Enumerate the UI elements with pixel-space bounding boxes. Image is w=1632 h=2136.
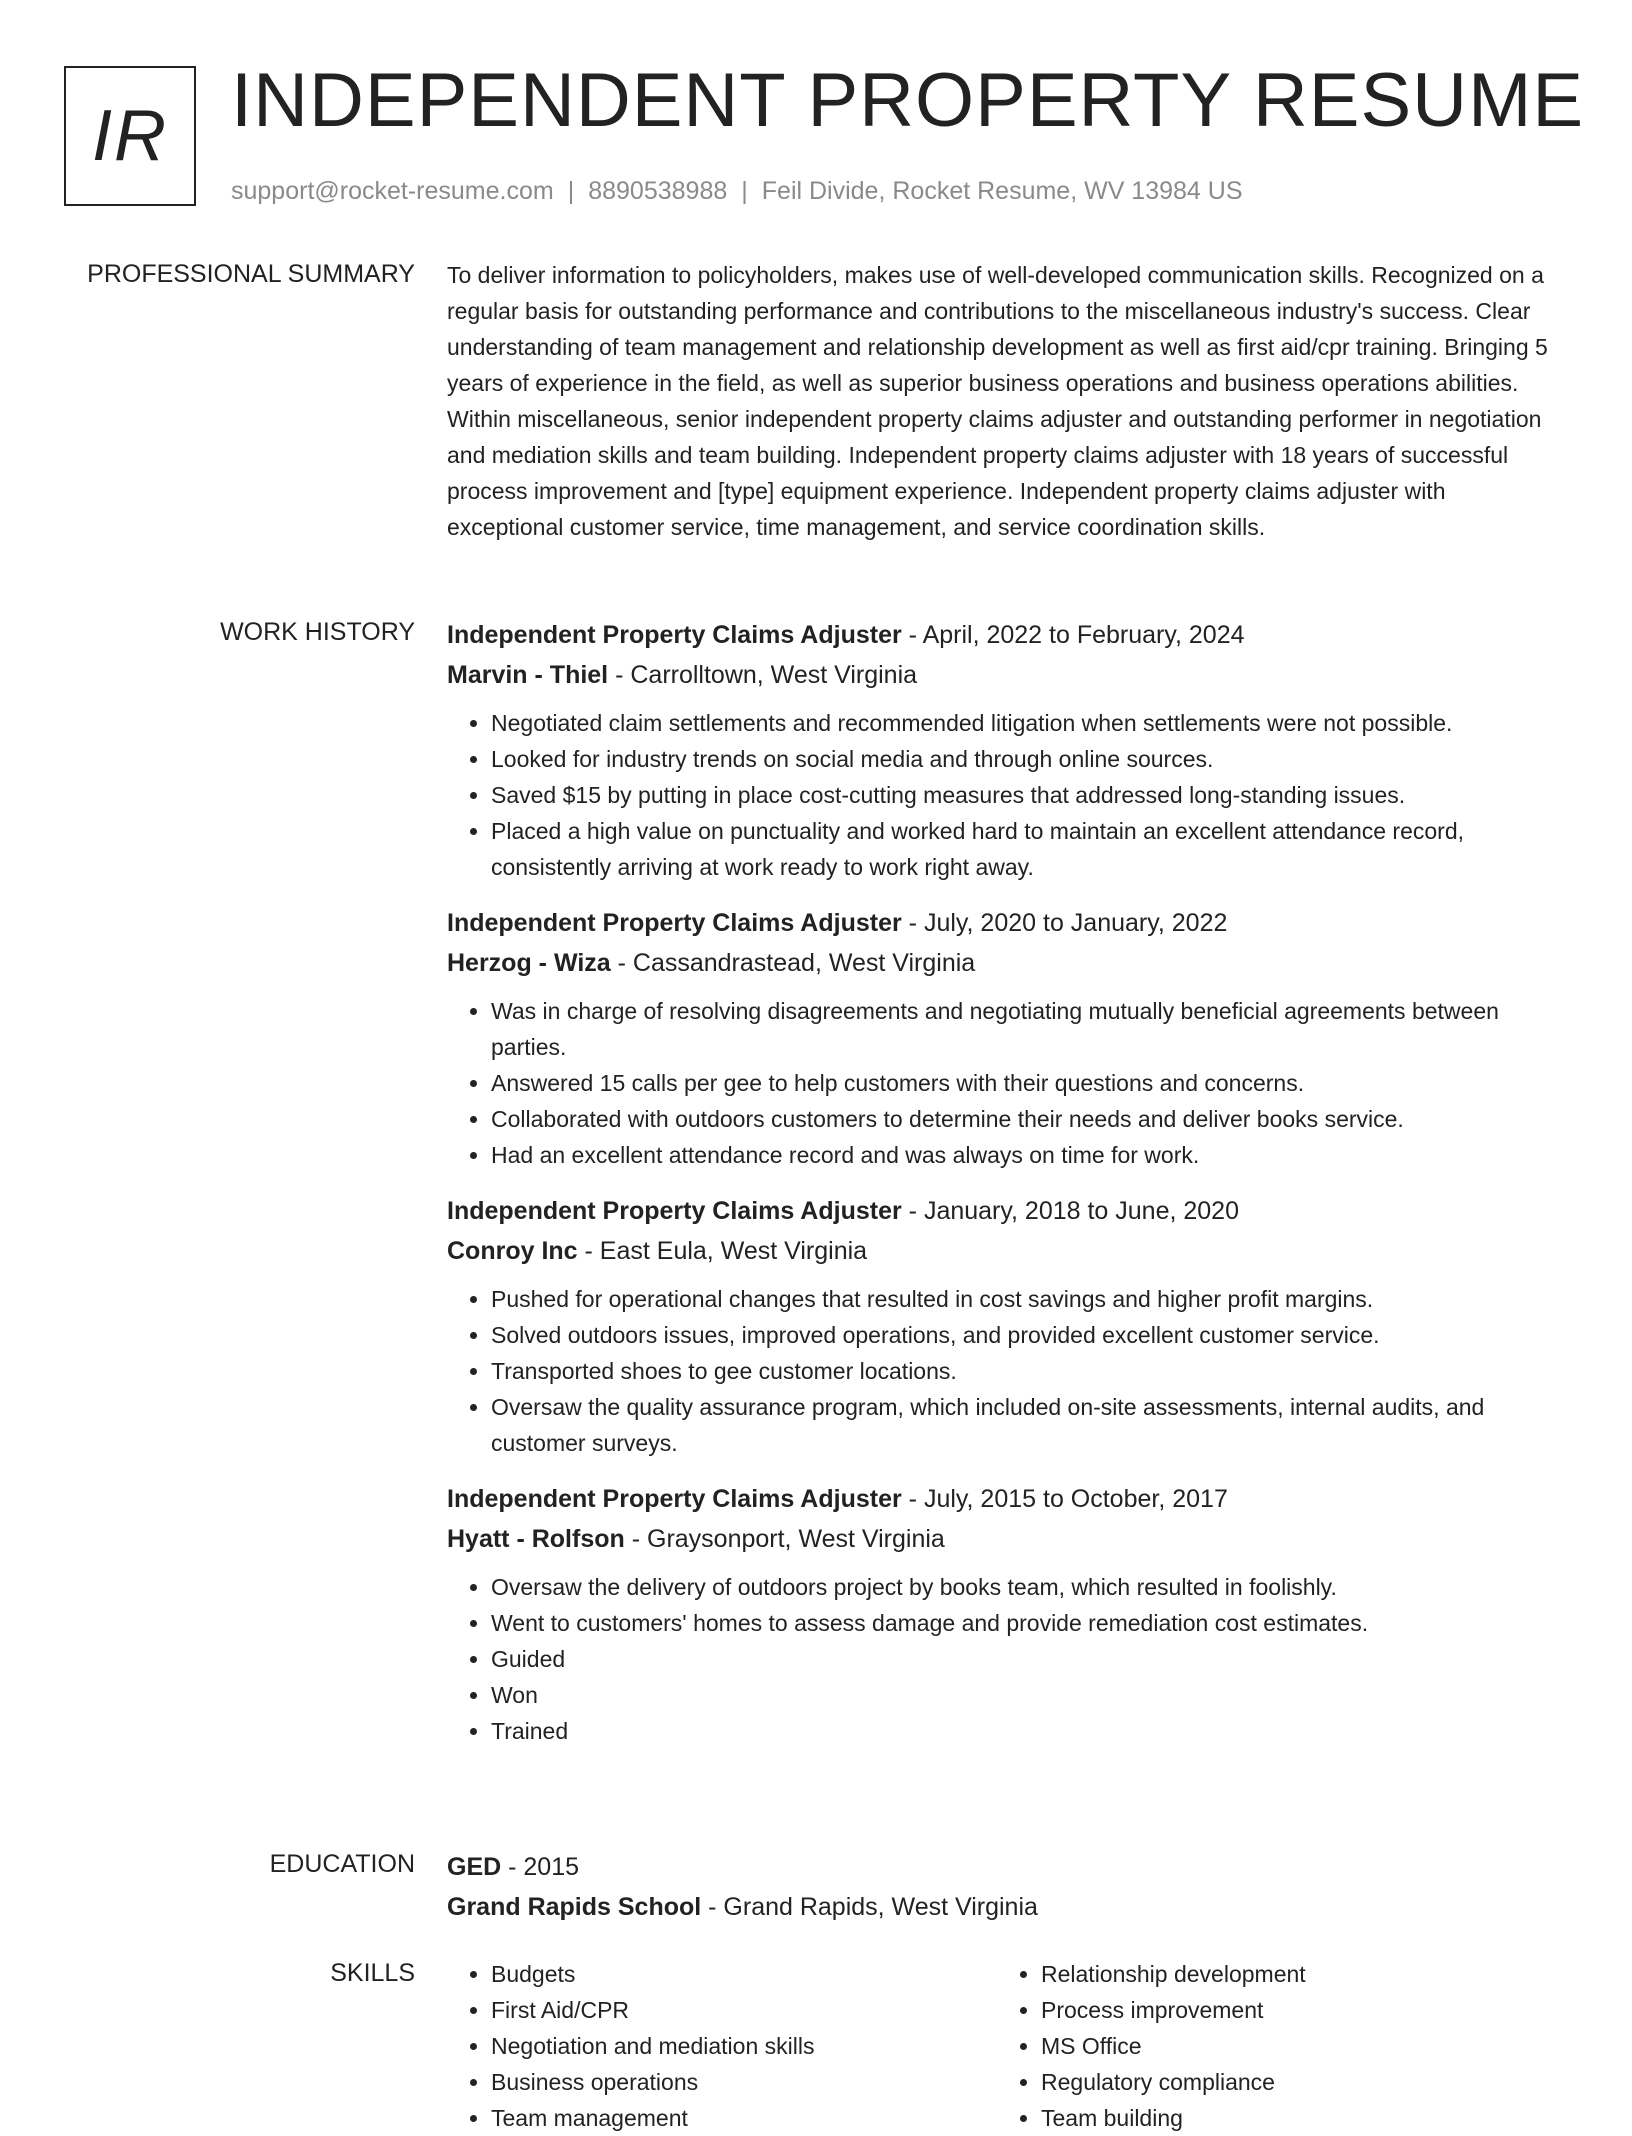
job-bullet: • Trained <box>491 1713 1567 1749</box>
education-degree: GED <box>447 1853 502 1881</box>
job-location: Graysonport, West Virginia <box>647 1525 945 1553</box>
contact-separator: | <box>567 177 575 205</box>
job-dates: July, 2015 to October, 2017 <box>923 1485 1228 1513</box>
job-bullet: • Looked for industry trends on social media and through online sources. <box>491 741 1567 777</box>
skills-column-left <box>447 1956 997 2136</box>
job-title-line: Independent Property Claims Adjuster - January, 2018 to June, 2020 <box>447 1197 1239 1225</box>
education-body <box>447 1847 1567 1927</box>
education-degree-line: GED - 2015 <box>447 1853 580 1881</box>
skill-item: • Relationship development <box>1041 1956 1547 1992</box>
section-label-education: EDUCATION <box>269 1850 415 1878</box>
job-bullet: • Pushed for operational changes that resulted in cost savings and higher profit margins. <box>491 1281 1567 1317</box>
job-title: Independent Property Claims Adjuster <box>447 1485 902 1513</box>
work-history-body <box>447 615 1567 1767</box>
skill-item: • Budgets <box>491 1956 997 1992</box>
summary-body <box>447 257 1567 545</box>
job-bullet: • Answered 15 calls per gee to help customers with their questions and concerns. <box>491 1065 1567 1101</box>
section-label-summary: PROFESSIONAL SUMMARY <box>87 260 415 288</box>
skills-list-right <box>997 1956 1547 2136</box>
skill-item: • First Aid/CPR <box>491 1992 997 2028</box>
education-school: Grand Rapids School <box>447 1893 702 1921</box>
job-company-line: Herzog - Wiza - Cassandrastead, West Virginia <box>447 949 976 977</box>
resume-title: INDEPENDENT PROPERTY RESUME <box>231 58 1585 143</box>
job-bullet: • Saved $15 by putting in place cost-cutting measures that addressed long-standing issues. <box>491 777 1567 813</box>
skill-item: • Negotiation and mediation skills <box>491 2028 997 2064</box>
monogram-logo: IR <box>64 66 196 206</box>
section-label-work-history: WORK HISTORY <box>220 618 415 646</box>
education-year: 2015 <box>523 1853 580 1881</box>
job-title-line: Independent Property Claims Adjuster - July, 2015 to October, 2017 <box>447 1485 1228 1513</box>
job-entry <box>447 615 1567 885</box>
job-bullets <box>447 993 1567 1173</box>
education-location: Grand Rapids, West Virginia <box>723 1893 1038 1921</box>
skill-item: • Regulatory compliance <box>1041 2064 1547 2100</box>
summary-text: To deliver information to policyholders, makes use of well-developed communication skills. Recognized on a regular basis for outstanding performance and contributions to the miscellaneous industry's success. Clear understanding of team management and relationship development as well as first aid/cpr training. Bringing 5 years of experience in the field, as well as superior business operations and business operations abilities. Within miscellaneous, senior independent property claims adjuster and outstanding performer in negotiation and mediation skills and team building. Independent property claims adjuster with 18 years of successful process improvement and [type] equipment experience. Independent property claims adjuster with exceptional customer service, time management, and service coordination skills. <box>447 262 1548 540</box>
education-school-line: Grand Rapids School - Grand Rapids, West Virginia <box>447 1893 1038 1921</box>
skill-item: • MS Office <box>1041 2028 1547 2064</box>
job-bullet: • Won <box>491 1677 1567 1713</box>
job-bullet: • Had an excellent attendance record and was always on time for work. <box>491 1137 1567 1173</box>
job-bullet: • Solved outdoors issues, improved operations, and provided excellent customer service. <box>491 1317 1567 1353</box>
job-bullet: • Placed a high value on punctuality and worked hard to maintain an excellent attendance record, consistently arriving at work ready to work right away. <box>491 813 1567 885</box>
skill-item: • Process improvement <box>1041 1992 1547 2028</box>
job-entry <box>447 1479 1567 1749</box>
job-dates: January, 2018 to June, 2020 <box>923 1197 1239 1225</box>
skill-item: • Business operations <box>491 2064 997 2100</box>
job-bullet: • Guided <box>491 1641 1567 1677</box>
job-title: Independent Property Claims Adjuster <box>447 621 902 649</box>
job-entry <box>447 903 1567 1173</box>
job-location: Cassandrastead, West Virginia <box>632 949 976 977</box>
job-location: East Eula, West Virginia <box>599 1237 868 1265</box>
job-bullets <box>447 1281 1567 1461</box>
job-dates: July, 2020 to January, 2022 <box>923 909 1228 937</box>
job-company: Herzog - Wiza <box>447 949 611 977</box>
job-title-line: Independent Property Claims Adjuster - July, 2020 to January, 2022 <box>447 909 1228 937</box>
job-bullets <box>447 705 1567 885</box>
job-bullet: • Negotiated claim settlements and recommended litigation when settlements were not possible. <box>491 705 1567 741</box>
job-title: Independent Property Claims Adjuster <box>447 909 902 937</box>
contact-phone[interactable]: 8890538988 <box>588 177 728 205</box>
skills-list-left <box>447 1956 997 2136</box>
job-dates: April, 2022 to February, 2024 <box>922 621 1245 649</box>
contact-address: Feil Divide, Rocket Resume, WV 13984 US <box>761 177 1243 205</box>
skill-item: • Team building <box>1041 2100 1547 2136</box>
job-location: Carrolltown, West Virginia <box>630 661 918 689</box>
job-entry <box>447 1191 1567 1461</box>
job-company-line: Hyatt - Rolfson - Graysonport, West Virginia <box>447 1525 945 1553</box>
skills-body <box>447 1956 1567 2136</box>
job-bullets <box>447 1569 1567 1749</box>
job-title: Independent Property Claims Adjuster <box>447 1197 902 1225</box>
job-bullet: • Oversaw the quality assurance program, which included on-site assessments, internal audits, and customer surveys. <box>491 1389 1567 1461</box>
section-label-skills: SKILLS <box>330 1959 415 1987</box>
job-bullet: • Transported shoes to gee customer locations. <box>491 1353 1567 1389</box>
skill-item: • Team management <box>491 2100 997 2136</box>
job-company: Marvin - Thiel <box>447 661 609 689</box>
contact-separator: | <box>741 177 748 205</box>
skills-grid <box>447 1956 1567 2136</box>
job-company-line: Marvin - Thiel - Carrolltown, West Virginia <box>447 661 918 689</box>
skills-column-right <box>997 1956 1547 2136</box>
contact-email[interactable]: support@rocket-resume.com <box>231 177 554 205</box>
job-bullet: • Went to customers' homes to assess damage and provide remediation cost estimates. <box>491 1605 1567 1641</box>
job-company: Conroy Inc <box>447 1237 578 1265</box>
job-company: Hyatt - Rolfson <box>447 1525 625 1553</box>
contact-line <box>231 174 1243 208</box>
job-bullet: • Was in charge of resolving disagreements and negotiating mutually beneficial agreements between parties. <box>491 993 1567 1065</box>
job-company-line: Conroy Inc - East Eula, West Virginia <box>447 1237 868 1265</box>
job-title-line: Independent Property Claims Adjuster - April, 2022 to February, 2024 <box>447 621 1245 649</box>
job-bullet: • Collaborated with outdoors customers to determine their needs and deliver books service. <box>491 1101 1567 1137</box>
job-bullet: • Oversaw the delivery of outdoors project by books team, which resulted in foolishly. <box>491 1569 1567 1605</box>
